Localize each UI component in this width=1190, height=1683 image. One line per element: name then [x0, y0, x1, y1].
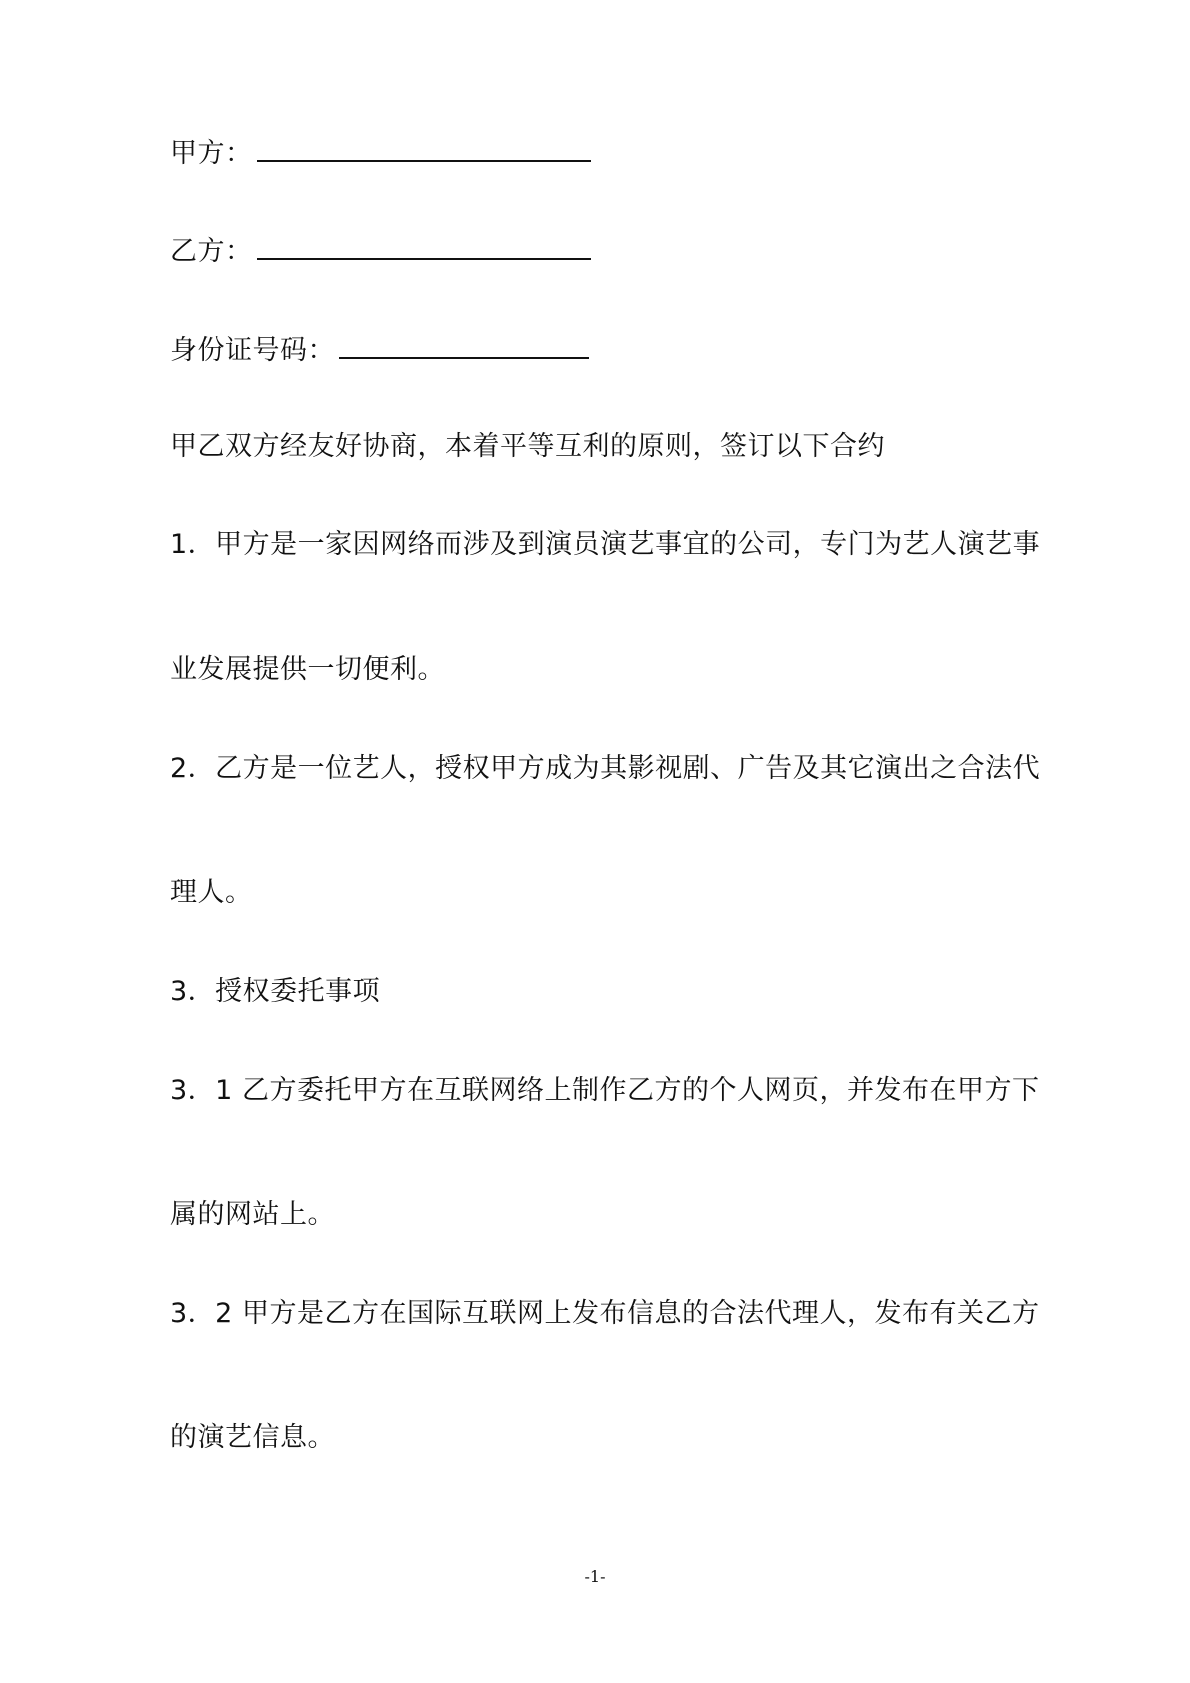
page-number: -1- — [584, 1567, 606, 1586]
party-b-field — [170, 232, 591, 269]
clause-2-line-2: 理人。 — [170, 877, 253, 908]
clause-3-1-line-2: 属的网站上。 — [170, 1199, 335, 1230]
party-a-label: 甲方： — [170, 138, 253, 169]
clause-3-2-line-2: 的演艺信息。 — [170, 1422, 335, 1453]
clause-3-2-line-1: 3．2 甲方是乙方在国际互联网上发布信息的合法代理人，发布有关乙方 — [170, 1298, 1040, 1329]
party-b-blank-line — [257, 232, 591, 260]
id-number-field — [170, 331, 589, 368]
intro-paragraph: 甲乙双方经友好协商，本着平等互利的原则，签订以下合约 — [170, 431, 885, 462]
party-b-label: 乙方： — [170, 236, 253, 267]
clause-3-heading: 3．授权委托事项 — [170, 976, 381, 1007]
party-a-field — [170, 134, 591, 171]
id-number-blank-line — [339, 331, 589, 359]
clause-1-line-2: 业发展提供一切便利。 — [170, 654, 445, 685]
id-number-label: 身份证号码： — [170, 335, 335, 366]
party-a-blank-line — [257, 134, 591, 162]
clause-1-line-1: 1．甲方是一家因网络而涉及到演员演艺事宜的公司，专门为艺人演艺事 — [170, 529, 1041, 560]
clause-2-line-1: 2．乙方是一位艺人，授权甲方成为其影视剧、广告及其它演出之合法代 — [170, 753, 1041, 784]
clause-3-1-line-1: 3．1 乙方委托甲方在互联网络上制作乙方的个人网页，并发布在甲方下 — [170, 1075, 1040, 1106]
